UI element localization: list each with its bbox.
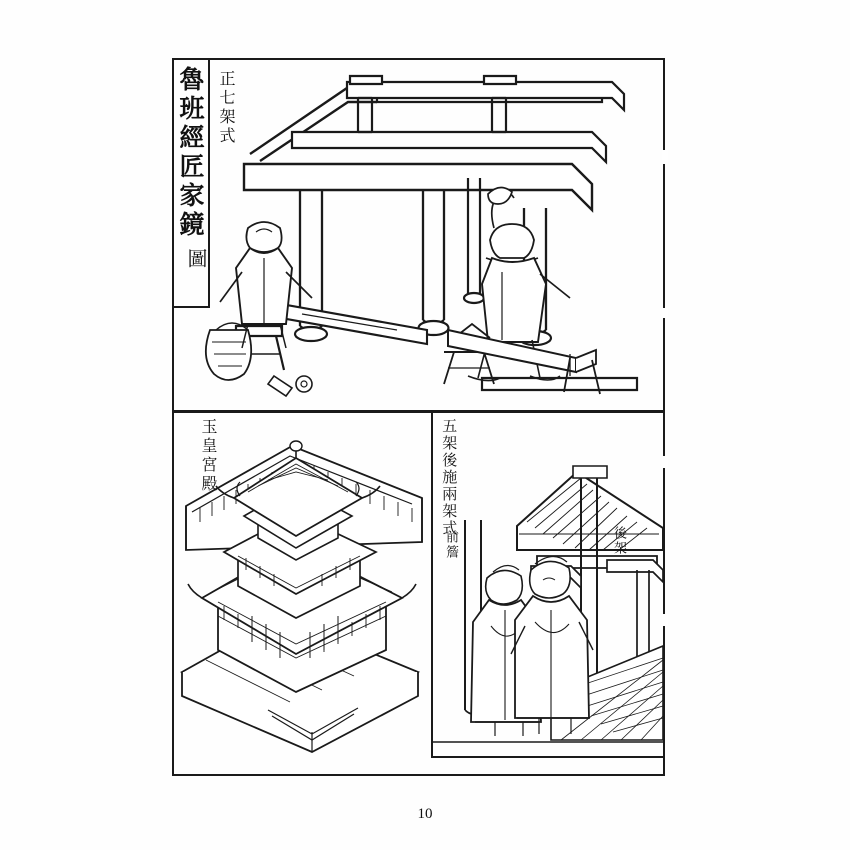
title-mark-vertical: 圖 xyxy=(184,248,208,270)
label-rear-frame: 後架 xyxy=(611,526,626,556)
label-front-eave: 前簷 xyxy=(443,530,458,560)
page-number: 10 xyxy=(417,806,433,822)
caption-palace-panel: 玉皇宮殿 xyxy=(199,418,218,494)
top-panel-illustration xyxy=(172,58,665,410)
woodblock-plate xyxy=(172,58,665,776)
caption-top-panel: 正七架式 xyxy=(217,70,236,146)
caption-roof-frame-panel: 五架後施兩架式 xyxy=(440,418,459,537)
book-title-vertical: 魯班經匠家鏡 xyxy=(176,66,205,240)
bottom-right-illustration xyxy=(431,410,665,758)
